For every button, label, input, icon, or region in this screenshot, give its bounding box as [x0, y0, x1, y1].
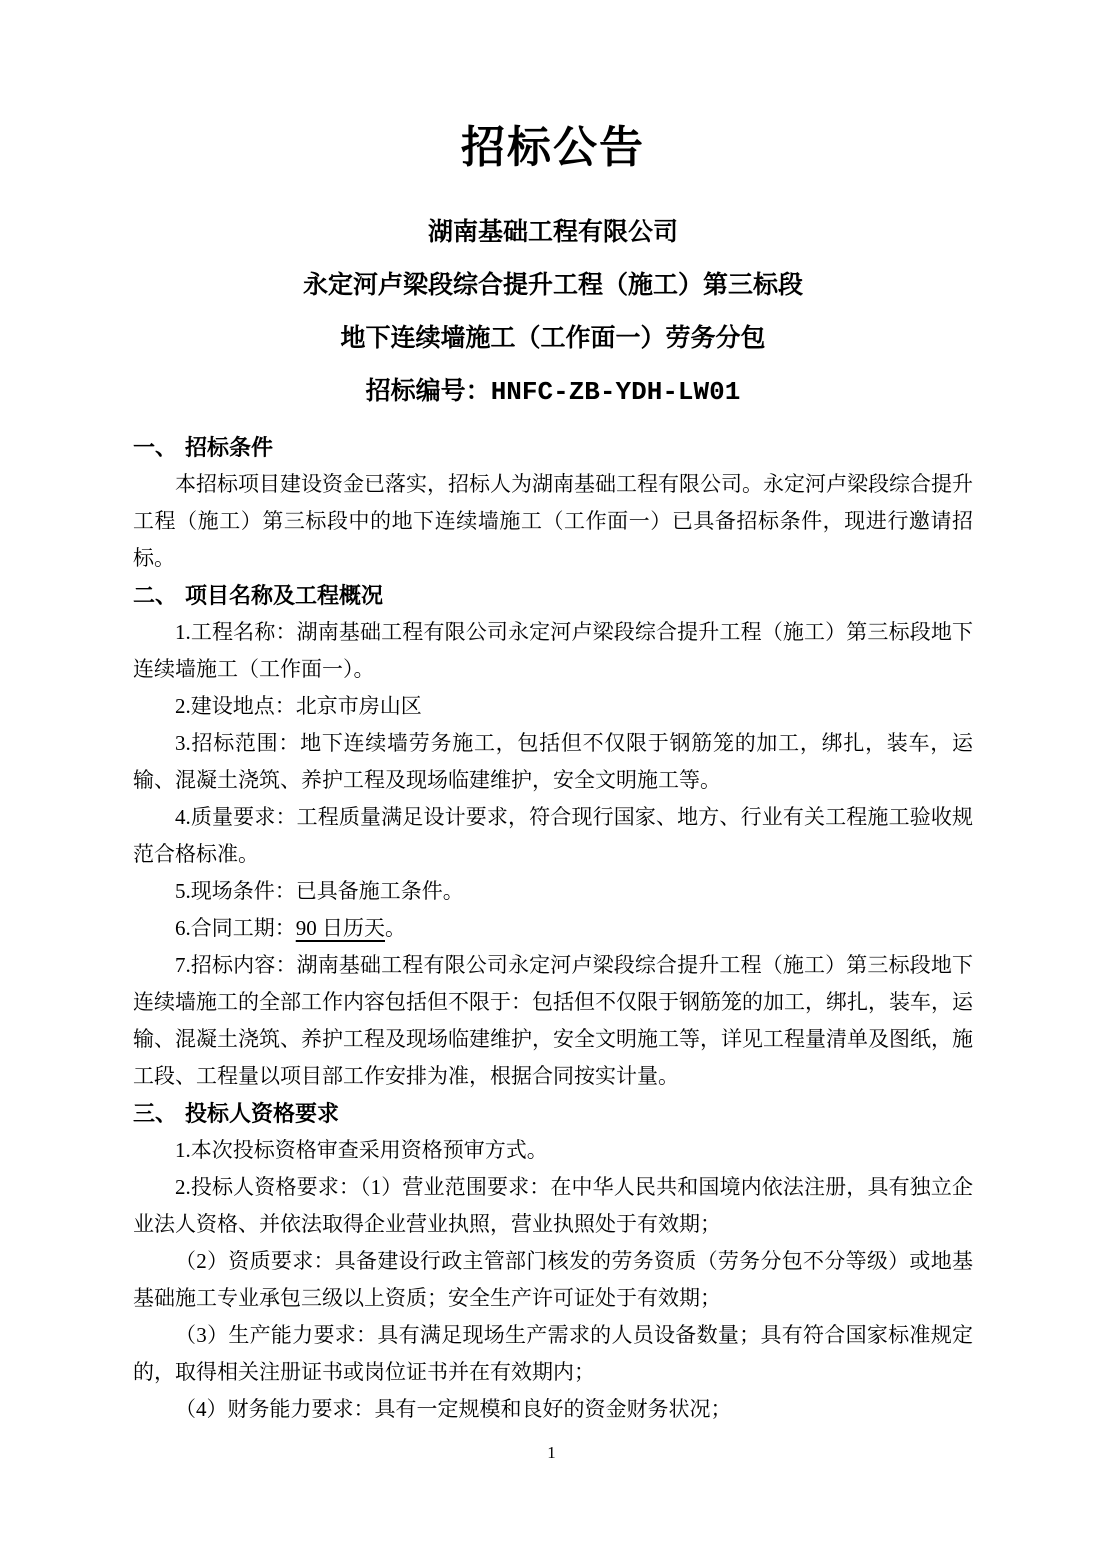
- document-title: 招标公告: [461, 123, 645, 172]
- subtitle-company: 湖南基础工程有限公司: [427, 219, 678, 246]
- subtitle-package: 地下连续墙施工（工作面一）劳务分包: [340, 325, 766, 352]
- section-heading-bidder-qualifications: [133, 1095, 973, 1132]
- contract-period-value: 90 日历天: [295, 916, 385, 940]
- section-tender-conditions: [133, 429, 973, 577]
- document-body: [133, 429, 973, 1428]
- section-title: 项目名称及工程概况: [185, 583, 384, 608]
- para-production-capacity-requirement: （3）生产能力要求：具有满足现场生产需求的人员设备数量；具有符合国家标准规定的，取得相关注册证书或岗位证书并在有效期内；: [133, 1323, 973, 1384]
- document-subtitles: [133, 206, 973, 419]
- contract-period-label: 6.合同工期：: [175, 916, 296, 940]
- tender-number-line: [133, 365, 973, 419]
- para-tender-scope: 3.招标范围：地下连续墙劳务施工，包括但不仅限于钢筋笼的加工，绑扎，装车，运输、混凝土浇筑、养护工程及现场临建维护，安全文明施工等。: [133, 731, 973, 792]
- para-qualification-requirement: （2）资质要求：具备建设行政主管部门核发的劳务资质（劳务分包不分等级）或地基基础施工专业承包三级以上资质；安全生产许可证处于有效期；: [133, 1249, 973, 1310]
- tender-number-label: 招标编号：: [365, 378, 491, 405]
- para-business-scope-requirement: 2.投标人资格要求：（1）营业范围要求：在中华人民共和国境内依法注册，具有独立企业法人资格、并依法取得企业营业执照，营业执照处于有效期；: [133, 1175, 973, 1236]
- para-tender-content: 7.招标内容：湖南基础工程有限公司永定河卢梁段综合提升工程（施工）第三标段地下连续墙施工的全部工作内容包括但不限于：包括但不仅限于钢筋笼的加工，绑扎，装车，运输、混凝土浇筑、养护工程及现场临建维护，安全文明施工等，详见工程量清单及图纸，施工段、工程量以项目部工作安排为准，根据合同按实计量。: [133, 953, 973, 1088]
- section-number: 一、: [133, 435, 178, 460]
- page-number: 1: [547, 1443, 556, 1462]
- section-title: 招标条件: [185, 435, 274, 460]
- section-project-overview: [133, 577, 973, 1095]
- tender-number-value: HNFC-ZB-YDH-LW01: [490, 377, 741, 407]
- section-title: 投标人资格要求: [185, 1101, 340, 1126]
- para-project-name: 1.工程名称：湖南基础工程有限公司永定河卢梁段综合提升工程（施工）第三标段地下连续墙施工（工作面一）。: [133, 620, 973, 681]
- section-heading-project-overview: [133, 577, 973, 614]
- section-number: 二、: [133, 583, 178, 608]
- para-prequalification-method: 1.本次投标资格审查采用资格预审方式。: [175, 1138, 548, 1162]
- para-construction-location: 2.建设地点：北京市房山区: [175, 694, 422, 718]
- para-tender-conditions: 本招标项目建设资金已落实，招标人为湖南基础工程有限公司。永定河卢梁段综合提升工程（施工）第三标段中的地下连续墙施工（工作面一）已具备招标条件，现进行邀请招标。: [133, 472, 973, 570]
- subtitle-project: 永定河卢梁段综合提升工程（施工）第三标段: [302, 272, 803, 299]
- para-financial-capacity-requirement: （4）财务能力要求：具有一定规模和良好的资金财务状况；: [175, 1397, 732, 1421]
- section-heading-tender-conditions: [133, 429, 973, 466]
- para-contract-period: [133, 910, 973, 947]
- para-quality-requirements: 4.质量要求：工程质量满足设计要求，符合现行国家、地方、行业有关工程施工验收规范合格标准。: [133, 805, 973, 866]
- para-site-conditions: 5.现场条件：已具备施工条件。: [175, 879, 464, 903]
- section-bidder-qualifications: [133, 1095, 973, 1428]
- contract-period-end: 。: [385, 916, 406, 940]
- section-number: 三、: [133, 1101, 178, 1126]
